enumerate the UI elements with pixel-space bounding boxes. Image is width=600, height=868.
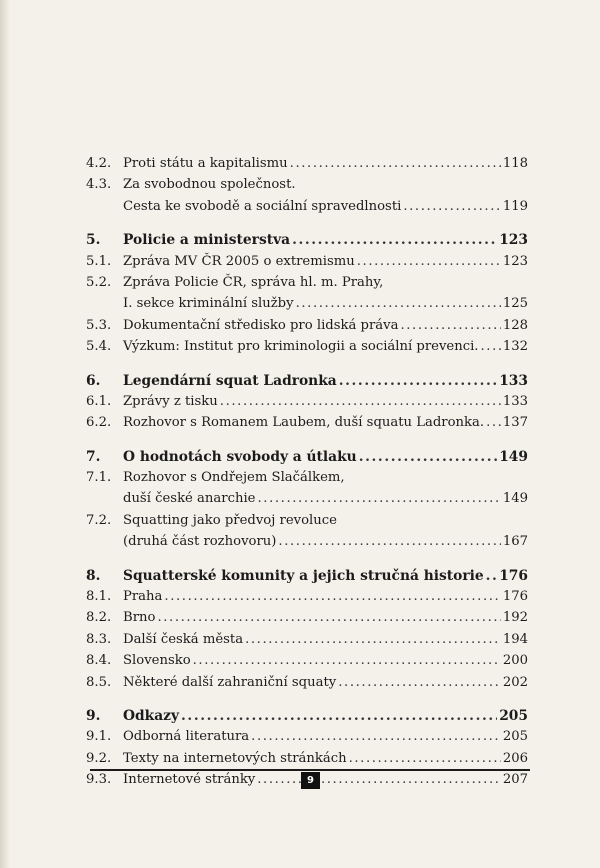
dot-leader — [400, 318, 500, 333]
toc-entry-page: 119 — [502, 198, 528, 214]
toc-entry-number: 9.2. — [86, 750, 112, 766]
toc-entry — [86, 339, 528, 360]
toc-entry — [86, 415, 528, 436]
toc-entry-title: Policie a ministerstva — [123, 232, 291, 249]
toc-entry — [86, 491, 528, 512]
toc-entry-title: Další česká města — [123, 631, 244, 647]
dot-leader — [357, 254, 501, 269]
toc-entry — [86, 653, 528, 674]
toc-entry-page: 176 — [502, 589, 528, 605]
toc-entry — [86, 470, 528, 491]
toc-entry-page: 149 — [499, 448, 528, 465]
toc-entry-title: Slovensko — [123, 653, 191, 669]
toc-entry-title: Odborná literatura — [123, 729, 250, 745]
toc-entry-page: 205 — [502, 729, 528, 745]
toc-entry-title: Zprávy z tisku — [123, 393, 218, 409]
toc-entry-page: 128 — [502, 317, 528, 333]
toc-entry — [86, 296, 528, 317]
dot-leader — [164, 589, 500, 604]
toc-entry-page: 133 — [502, 393, 528, 409]
dot-leader — [339, 373, 497, 389]
dot-leader — [290, 156, 501, 171]
toc-entry-title: Odkazy — [123, 707, 180, 724]
toc-entry-title: Proti státu a kapitalismu — [123, 156, 288, 171]
dot-leader — [486, 568, 498, 584]
toc-entry-title: Squatterské komunity a jejich stručná historie — [123, 567, 484, 584]
toc-entry — [86, 589, 528, 610]
dot-leader — [296, 296, 501, 311]
toc-entry — [86, 632, 528, 653]
toc-entry — [86, 318, 528, 339]
toc-entry-title: Cesta ke svobodě a sociální spravedlnosti — [123, 198, 402, 214]
toc-entry-page: 202 — [502, 674, 528, 690]
toc-chapter-entry — [86, 449, 528, 470]
dot-leader — [403, 199, 500, 214]
toc-entry-number: 5.3. — [86, 317, 112, 333]
toc-entry-number: 5.2. — [86, 274, 112, 290]
toc-entry-title: Praha — [123, 589, 163, 605]
toc-entry-number: 4.3. — [86, 177, 112, 193]
toc-entry-page: 123 — [502, 253, 528, 269]
toc-entry-number: 6.2. — [86, 415, 112, 431]
toc-entry-title: Zpráva Policie ČR, správa hl. m. Prahy, — [123, 274, 384, 290]
toc-entry-title: Dokumentační středisko pro lidská práva — [123, 317, 399, 333]
toc-entry-page: 206 — [502, 750, 528, 766]
dot-leader — [292, 232, 497, 248]
toc-entry-number: 8.5. — [86, 674, 112, 690]
dot-leader — [481, 339, 501, 354]
dot-leader — [257, 772, 501, 787]
page-number: 9 — [301, 772, 320, 789]
footer-rule — [90, 769, 530, 771]
toc-entry-page: 200 — [502, 653, 528, 669]
toc-entry — [86, 675, 528, 696]
toc-entry-page: 123 — [499, 232, 528, 249]
toc-entry-title: Výzkum: Institut pro kriminologii a sociální prevenci. — [123, 339, 479, 355]
toc-entry-page: 118 — [502, 156, 528, 171]
toc-entry-page: 205 — [499, 707, 528, 724]
toc-entry-page: 176 — [499, 567, 528, 584]
toc-chapter-entry — [86, 373, 528, 394]
toc-entry-title: Legendární squat Ladronka — [123, 372, 337, 389]
dot-leader — [257, 491, 500, 506]
dot-leader — [359, 449, 497, 465]
toc-entry-title: Rozhovor s Ondřejem Slačálkem, — [123, 470, 345, 486]
toc-entry-title: Za svobodnou společnost. — [123, 177, 296, 193]
toc-entry-page: 167 — [502, 534, 528, 550]
toc-entry-title: Rozhovor s Romanem Laubem, duší squatu Ladronka. — [123, 415, 485, 431]
dot-leader — [220, 394, 501, 409]
toc-entry-number: 7.2. — [86, 512, 112, 528]
toc-entry-number: 4.2. — [86, 156, 112, 171]
toc-entry — [86, 177, 528, 198]
toc-entry-page: 125 — [502, 296, 528, 312]
toc-entry-number: 5.1. — [86, 253, 112, 269]
dot-leader — [486, 415, 501, 430]
toc-entry-title: Internetové stránky — [123, 772, 256, 788]
toc-chapter-entry — [86, 232, 528, 253]
toc-entry-number: 7. — [86, 448, 101, 465]
toc-entry-number: 6. — [86, 372, 101, 389]
toc-entry-title: Texty na internetových stránkách — [123, 750, 347, 766]
toc-entry-number: 9.3. — [86, 772, 112, 788]
toc-entry — [86, 729, 528, 750]
toc-entry-title: Squatting jako předvoj revoluce — [123, 512, 337, 528]
dot-leader — [245, 632, 501, 647]
toc-entry — [86, 254, 528, 275]
toc-entry-page: 192 — [502, 610, 528, 626]
page-edge — [0, 0, 10, 868]
toc-entry — [86, 610, 528, 631]
toc-entry-title: (druhá část rozhovoru) — [123, 534, 277, 550]
toc-entry-page: 149 — [502, 491, 528, 507]
toc-entry-number: 6.1. — [86, 393, 112, 409]
toc-entry-title: O hodnotách svobody a útlaku — [123, 448, 357, 465]
table-of-contents — [86, 156, 528, 794]
dot-leader — [338, 675, 501, 690]
toc-entry-page: 207 — [502, 772, 528, 788]
toc-entry-title: duší české anarchie — [123, 491, 256, 507]
toc-entry-number: 9.1. — [86, 729, 112, 745]
toc-entry — [86, 199, 528, 220]
toc-entry-title: I. sekce kriminální služby — [123, 296, 294, 312]
toc-entry — [86, 275, 528, 296]
toc-entry-title: Brno — [123, 610, 156, 626]
dot-leader — [278, 534, 500, 549]
toc-entry-number: 5. — [86, 232, 101, 249]
toc-entry — [86, 534, 528, 555]
toc-entry-number: 8.3. — [86, 631, 112, 647]
toc-entry-number: 8.1. — [86, 589, 112, 605]
toc-entry-page: 132 — [502, 339, 528, 355]
toc-entry — [86, 156, 528, 177]
toc-entry-page: 133 — [499, 372, 528, 389]
toc-entry — [86, 394, 528, 415]
toc-entry-title: Některé další zahraniční squaty — [123, 674, 337, 690]
toc-entry — [86, 513, 528, 534]
dot-leader — [251, 729, 501, 744]
toc-entry-page: 194 — [502, 631, 528, 647]
toc-entry-number: 8.4. — [86, 653, 112, 669]
toc-entry-number: 7.1. — [86, 470, 112, 486]
toc-chapter-entry — [86, 568, 528, 589]
toc-entry-number: 9. — [86, 707, 101, 724]
toc-entry-number: 5.4. — [86, 339, 112, 355]
dot-leader — [157, 610, 500, 625]
toc-entry-number: 8. — [86, 567, 101, 584]
dot-leader — [193, 653, 501, 668]
toc-entry-title: Zpráva MV ČR 2005 o extremismu — [123, 253, 355, 269]
toc-entry-page: 137 — [502, 415, 528, 431]
toc-chapter-entry — [86, 708, 528, 729]
dot-leader — [349, 751, 501, 766]
dot-leader — [181, 708, 497, 724]
toc-entry-number: 8.2. — [86, 610, 112, 626]
